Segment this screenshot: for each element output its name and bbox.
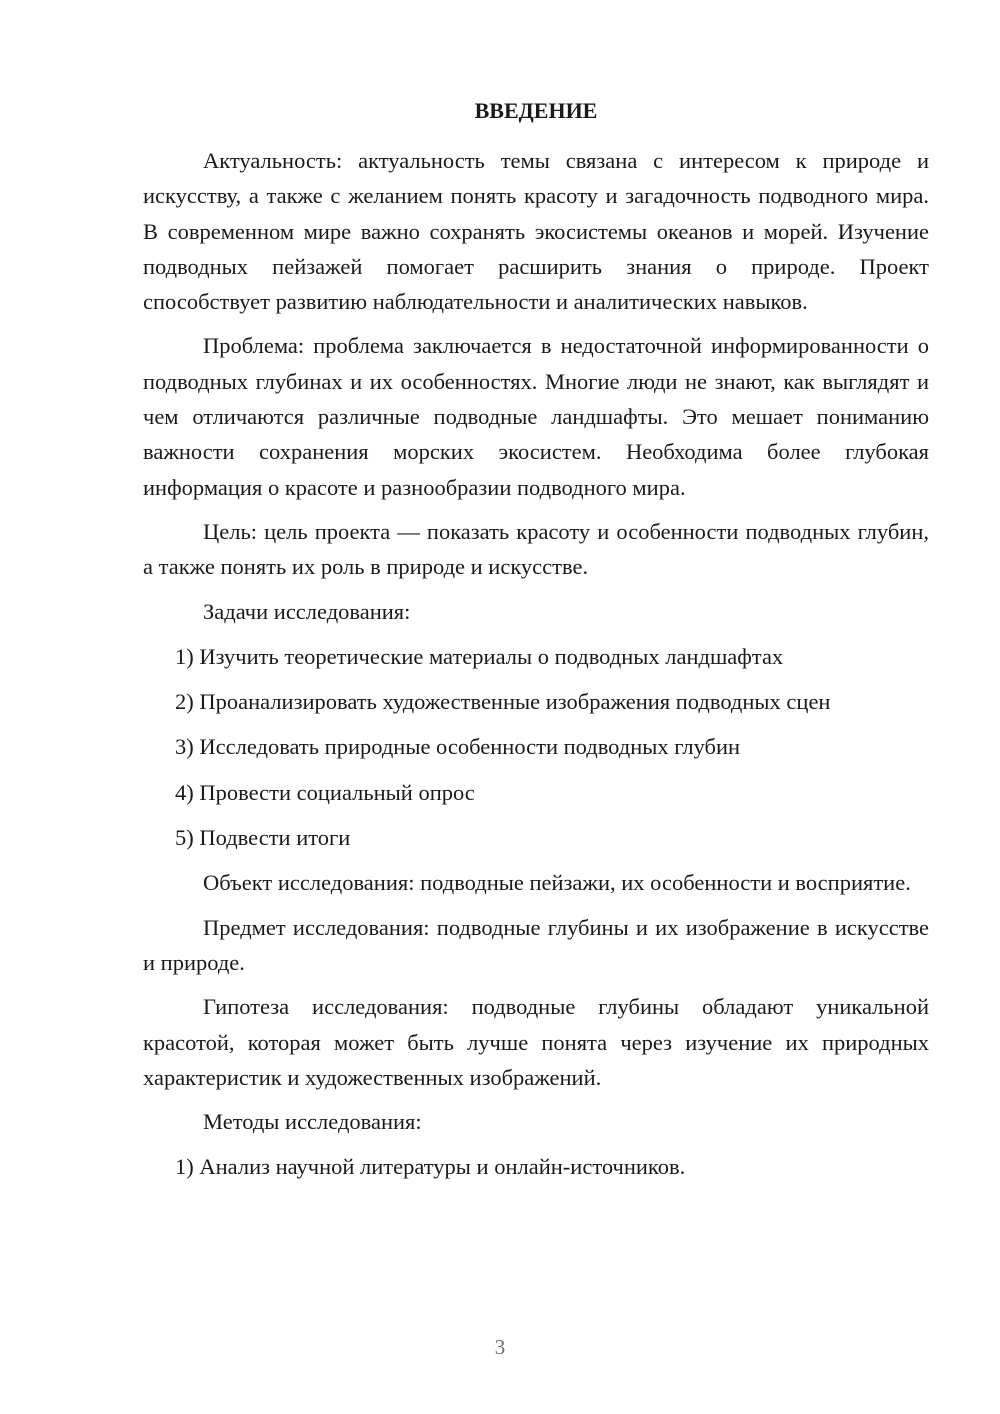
subject-paragraph: Предмет исследования: подводные глубины и их изображение в искусстве и природе.: [143, 914, 929, 975]
method-item-1: 1) Анализ научной литературы и онлайн-источников.: [175, 1154, 686, 1180]
page-title: ВВЕДЕНИЕ: [474, 98, 598, 123]
object-paragraph: Объект исследования: подводные пейзажи, их особенности и восприятие.: [203, 870, 911, 896]
relevance-paragraph: Актуальность: актуальность темы связана с интересом к природе и искусству, а также с желанием понять красоту и загадочность подводного мира. В современном мире важно сохранять экосистемы океанов и морей. Изучение подводных пейзажей помогает расширить знания о природе. Проект способствует развитию наблюдательности и аналитических навыков.: [143, 148, 929, 315]
task-item-3: 3) Исследовать природные особенности подводных глубин: [175, 734, 741, 760]
page-number: 3: [494, 1335, 506, 1359]
task-item-2: 2) Проанализировать художественные изображения подводных сцен: [175, 689, 831, 715]
tasks-label: Задачи исследования:: [203, 598, 411, 624]
hypothesis-paragraph: Гипотеза исследования: подводные глубины обладают уникальной красотой, которая может быть лучше понята через изучение их природных характеристик и художественных изображений.: [143, 994, 929, 1090]
goal-paragraph: Цель: цель проекта — показать красоту и особенности подводных глубин, а также понять их роль в природе и искусстве.: [143, 518, 929, 580]
problem-paragraph: Проблема: проблема заключается в недостаточной информированности о подводных глубинах и их особенностях. Многие люди не знают, как выглядят и чем отличаются различные подводные ландшафты. Это мешает пониманию важности сохранения морских экосистем. Необходима более глубокая информация о красоте и разнообразии подводного мира.: [143, 333, 929, 500]
document-page: [143, 96, 929, 1195]
task-item-5: 5) Подвести итоги: [175, 825, 351, 851]
task-item-1: 1) Изучить теоретические материалы о подводных ландшафтах: [175, 643, 784, 669]
task-item-4: 4) Провести социальный опрос: [175, 779, 475, 805]
methods-label: Методы исследования:: [203, 1109, 422, 1135]
